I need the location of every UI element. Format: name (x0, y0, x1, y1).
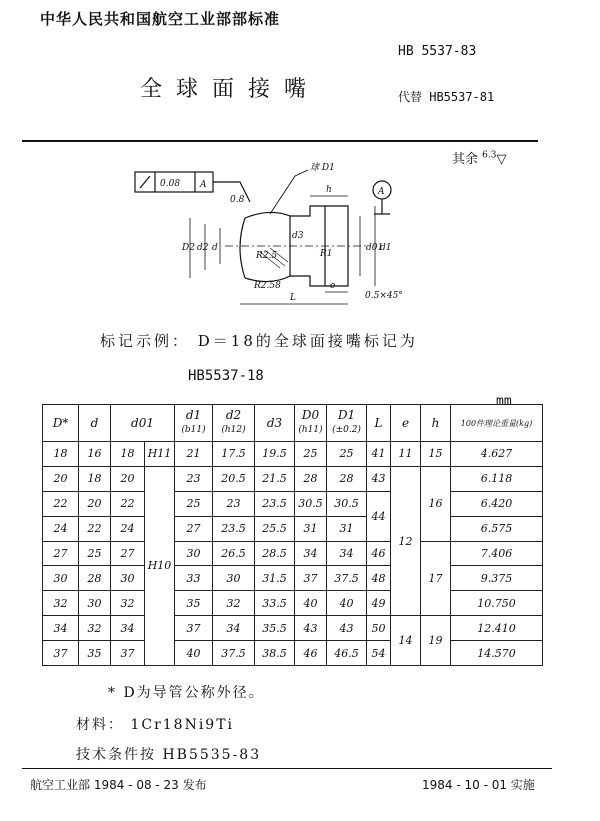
header-text: d2 (225, 408, 242, 422)
table-row (43, 566, 543, 591)
label-h: h (326, 185, 332, 195)
table-cell: 30.5 (327, 491, 367, 516)
label-chamfer: 0.5×45° (365, 291, 403, 301)
header-text: (h12) (221, 425, 246, 435)
table-cell: 30 (175, 541, 213, 566)
table-cell: 16 (79, 442, 111, 467)
header-text: h (431, 415, 440, 430)
header-text: d1 (185, 408, 202, 422)
table-cell: 46 (295, 641, 327, 666)
col-header-d01 (111, 405, 175, 442)
e-merged-14: 14 (391, 616, 421, 666)
label-d2: d2 (197, 243, 209, 253)
label-r25: R2.5 (256, 251, 278, 261)
label-roughness: 0.8 (230, 195, 245, 205)
table-cell: 43 (327, 616, 367, 641)
table-cell: 28 (327, 466, 367, 491)
label-sphere: 球 D1 (310, 163, 335, 173)
section-letter: A (378, 187, 385, 197)
page-title: 全球面接嘴 (140, 77, 321, 102)
table-cell: 31.5 (255, 566, 295, 591)
table-cell: 24 (111, 516, 145, 541)
table-cell: 20 (43, 466, 79, 491)
table-cell: 20 (111, 466, 145, 491)
col-header-d2 (213, 405, 255, 442)
table-row (43, 466, 543, 491)
col-header-D (43, 405, 79, 442)
replaces-note: 代替 HB5537-81 (398, 90, 495, 104)
table-cell: 31 (295, 516, 327, 541)
table-cell: 18 (79, 466, 111, 491)
header-text: D0 (301, 408, 320, 422)
table-cell: 21.5 (255, 466, 295, 491)
table-cell: 37 (175, 616, 213, 641)
table-cell: 20.5 (213, 466, 255, 491)
table-cell: 40 (175, 641, 213, 666)
table-cell: 43 (295, 616, 327, 641)
roughness-symbol-icon: ▽ (496, 152, 507, 167)
table-cell: 33 (175, 566, 213, 591)
col-header-D0 (295, 405, 327, 442)
table-cell: 10.750 (451, 591, 543, 616)
table-row (43, 491, 543, 516)
fit-h11: H11 (145, 442, 175, 467)
table-cell: 28.5 (255, 541, 295, 566)
table-cell: 4.627 (451, 442, 543, 467)
table-cell: 31 (327, 516, 367, 541)
col-header-d3 (255, 405, 295, 442)
header-text: D1 (337, 408, 356, 422)
dimension-table (42, 404, 543, 666)
table-cell: 21 (175, 442, 213, 467)
implementation-date: 1984 - 10 - 01 实施 (422, 778, 535, 792)
label-r1: R1 (320, 249, 333, 259)
col-header-e (391, 405, 421, 442)
table-cell: 50 (367, 616, 391, 641)
table-cell: 6.118 (451, 466, 543, 491)
label-d: d (212, 243, 218, 253)
table-cell: 32 (79, 616, 111, 641)
table-cell: 38.5 (255, 641, 295, 666)
table-cell: 18 (43, 442, 79, 467)
table-row (43, 516, 543, 541)
table-cell: 25.5 (255, 516, 295, 541)
table-cell: 18 (111, 442, 145, 467)
table-row (43, 616, 543, 641)
unit-label: mm (496, 394, 512, 409)
table-row (43, 591, 543, 616)
table-cell: 19.5 (255, 442, 295, 467)
label-L: L (290, 293, 296, 303)
table-cell: 20 (79, 491, 111, 516)
table-cell: 35 (79, 641, 111, 666)
label-d1: d1 (380, 243, 392, 253)
material-note: 材料： 1Cr18Ni9Ti (76, 717, 235, 733)
label-r258: R2.58 (254, 281, 281, 291)
issuing-organization: 中华人民共和国航空工业部部标准 (40, 10, 281, 28)
tolerance-value: 0.08 (160, 179, 181, 189)
table-cell: 48 (367, 566, 391, 591)
table-cell: 33.5 (255, 591, 295, 616)
table-cell: 30 (79, 591, 111, 616)
roughness-label: 其余 (452, 152, 479, 167)
table-row (43, 641, 543, 666)
table-cell: 37.5 (213, 641, 255, 666)
table-row (43, 442, 543, 467)
table-cell: 30 (111, 566, 145, 591)
header-text: d3 (266, 415, 283, 430)
table-cell: 40 (327, 591, 367, 616)
table-cell: 23 (213, 491, 255, 516)
fit-h10: H10 (145, 466, 175, 665)
table-cell: 49 (367, 591, 391, 616)
table-cell: 43 (367, 466, 391, 491)
fitting-drawing (130, 158, 430, 308)
table-cell: 9.375 (451, 566, 543, 591)
table-cell: 37 (295, 566, 327, 591)
roughness-value: 6.3 (482, 150, 497, 161)
table-cell: 35 (175, 591, 213, 616)
table-cell: 32 (111, 591, 145, 616)
header-text: L (374, 415, 383, 430)
table-cell: 11 (391, 442, 421, 467)
header-text: d (90, 415, 99, 430)
col-header-d (79, 405, 111, 442)
table-cell: 32 (43, 591, 79, 616)
table-cell: 30 (43, 566, 79, 591)
table-cell: 46.5 (327, 641, 367, 666)
h-merged-16: 16 (421, 466, 451, 541)
col-header-L (367, 405, 391, 442)
table-cell: 26.5 (213, 541, 255, 566)
header-text: D* (52, 415, 69, 430)
table-cell: 22 (111, 491, 145, 516)
table-cell: 41 (367, 442, 391, 467)
table-cell: 22 (79, 516, 111, 541)
table-cell: 27 (175, 516, 213, 541)
col-header-D1 (327, 405, 367, 442)
label-d3: d3 (292, 231, 304, 241)
table-cell: 27 (111, 541, 145, 566)
table-cell: 22 (43, 491, 79, 516)
table-cell: 27 (43, 541, 79, 566)
marking-example-label: 标记示例： D＝18的全球面接嘴标记为 (100, 332, 418, 350)
table-cell: 34 (295, 541, 327, 566)
header-text: (±0.2) (332, 425, 361, 435)
table-cell: 40 (295, 591, 327, 616)
table-cell: 37 (111, 641, 145, 666)
table-cell: 34 (43, 616, 79, 641)
header-text: 100件理论重量(kg) (460, 418, 533, 428)
table-cell: 30.5 (295, 491, 327, 516)
label-e: e (330, 281, 336, 291)
table-cell: 32 (213, 591, 255, 616)
table-cell: 46 (367, 541, 391, 566)
h-merged-17: 17 (421, 541, 451, 616)
table-cell: 6.420 (451, 491, 543, 516)
table-cell: 35.5 (255, 616, 295, 641)
header-divider (22, 140, 538, 142)
header-text: (b11) (181, 425, 206, 435)
issue-date: 航空工业部 1984 - 08 - 23 发布 (30, 778, 207, 792)
table-cell: 34 (111, 616, 145, 641)
footer-divider (22, 768, 552, 769)
table-cell: 37.5 (327, 566, 367, 591)
col-header-weight (451, 405, 543, 442)
col-header-h (421, 405, 451, 442)
L-merged-44: 44 (367, 491, 391, 541)
tolerance-datum: A (200, 180, 207, 190)
table-cell: 54 (367, 641, 391, 666)
table-cell: 34 (213, 616, 255, 641)
header-text: d01 (131, 415, 154, 430)
table-cell: 25 (175, 491, 213, 516)
table-cell: 34 (327, 541, 367, 566)
table-row (43, 541, 543, 566)
label-D2: D2 (182, 243, 195, 253)
label-d01: d01 (366, 243, 384, 253)
table-cell: 30 (213, 566, 255, 591)
roughness-note (452, 148, 506, 167)
col-header-d1 (175, 405, 213, 442)
footnote: * D为导管公称外径。 (108, 685, 265, 701)
table-cell: 28 (295, 466, 327, 491)
table-cell: 12.410 (451, 616, 543, 641)
marking-example-code: HB5537-18 (188, 368, 264, 384)
table-cell: 23 (175, 466, 213, 491)
table-cell: 23.5 (255, 491, 295, 516)
table-cell: 25 (79, 541, 111, 566)
table-cell: 15 (421, 442, 451, 467)
table-cell: 28 (79, 566, 111, 591)
table-cell: 17.5 (213, 442, 255, 467)
table-cell: 14.570 (451, 641, 543, 666)
e-merged-12: 12 (391, 466, 421, 615)
table-cell: 24 (43, 516, 79, 541)
table-header-row (43, 405, 543, 442)
header-text: (h11) (298, 425, 323, 435)
standard-number: HB 5537-83 (398, 44, 477, 59)
table-cell: 7.406 (451, 541, 543, 566)
header-text: e (401, 415, 410, 430)
h-merged-19: 19 (421, 616, 451, 666)
tech-condition-note: 技术条件按 HB5535-83 (76, 747, 262, 763)
table-cell: 6.575 (451, 516, 543, 541)
table-cell: 37 (43, 641, 79, 666)
table-cell: 23.5 (213, 516, 255, 541)
table-cell: 25 (295, 442, 327, 467)
table-cell: 25 (327, 442, 367, 467)
